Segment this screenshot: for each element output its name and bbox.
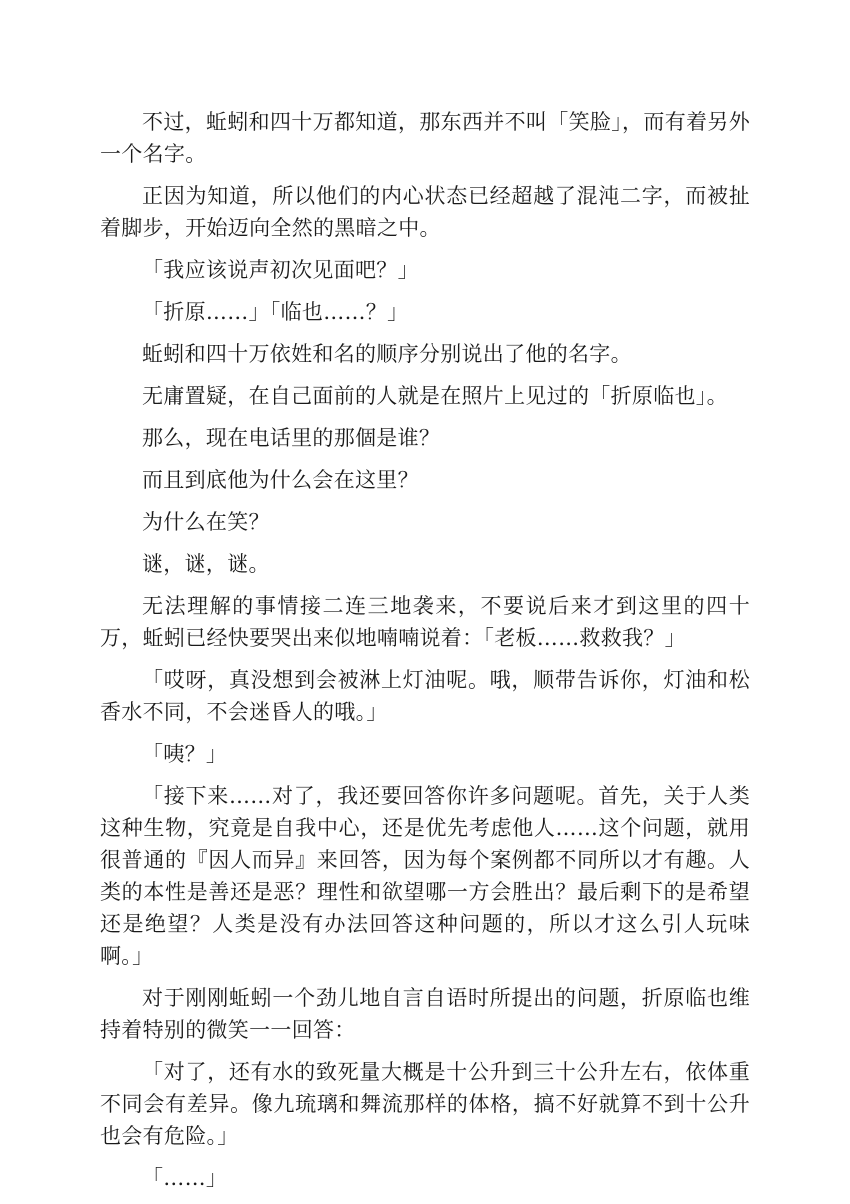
paragraph: 不过，蚯蚓和四十万都知道，那东西并不叫「笑脸」，而有着另外一个名字。 (100, 110, 750, 166)
paragraph: 「我应该说声初次见面吧？」 (142, 258, 419, 282)
paragraph: 「对了，还有水的致死量大概是十公升到三十公升左右，依体重不同会有差异。像九琉璃和舞流那样的体格，搞不好就算不到十公升也会有危险。」 (100, 1060, 750, 1148)
paragraph: 无庸置疑，在自己面前的人就是在照片上见过的「折原临也」。 (142, 384, 728, 408)
paragraph: 「折原……」「临也……？」 (142, 300, 409, 324)
paragraph: 谜，谜，谜。 (142, 552, 270, 576)
paragraph: 「……」 (142, 1166, 228, 1190)
paragraph: 那么，现在电话里的那個是谁？ (142, 426, 441, 450)
document-page (100, 106, 750, 1204)
paragraph: 无法理解的事情接二连三地袭来，不要说后来才到这里的四十万，蚯蚓已经快要哭出来似地喃喃说着：「老板……救救我？」 (100, 594, 750, 650)
paragraph: 「咦？」 (142, 742, 228, 766)
paragraph: 「接下来……对了，我还要回答你许多问题呢。首先，关于人类这种生物，究竟是自我中心，还是优先考虑他人……这个问题，就用很普通的『因人而异』来回答，因为每个案例都不同所以才有趣。人类的本性是善还是恶？理性和欲望哪一方会胜出？最后剩下的是希望还是绝望？人类是没有办法回答这种问题的，所以才这么引人玩味啊。」 (100, 784, 750, 968)
paragraph: 为什么在笑？ (142, 510, 270, 534)
paragraph: 对于刚刚蚯蚓一个劲儿地自言自语时所提出的问题，折原临也维持着特别的微笑一一回答： (100, 986, 750, 1042)
paragraph: 正因为知道，所以他们的内心状态已经超越了混沌二字，而被扯着脚步，开始迈向全然的黑暗之中。 (100, 184, 750, 240)
paragraph: 「哎呀，真没想到会被淋上灯油呢。哦，顺带告诉你，灯油和松香水不同，不会迷昏人的哦。」 (100, 668, 750, 724)
paragraph: 而且到底他为什么会在这里？ (142, 468, 419, 492)
paragraph: 蚯蚓和四十万依姓和名的顺序分别说出了他的名字。 (142, 342, 632, 366)
